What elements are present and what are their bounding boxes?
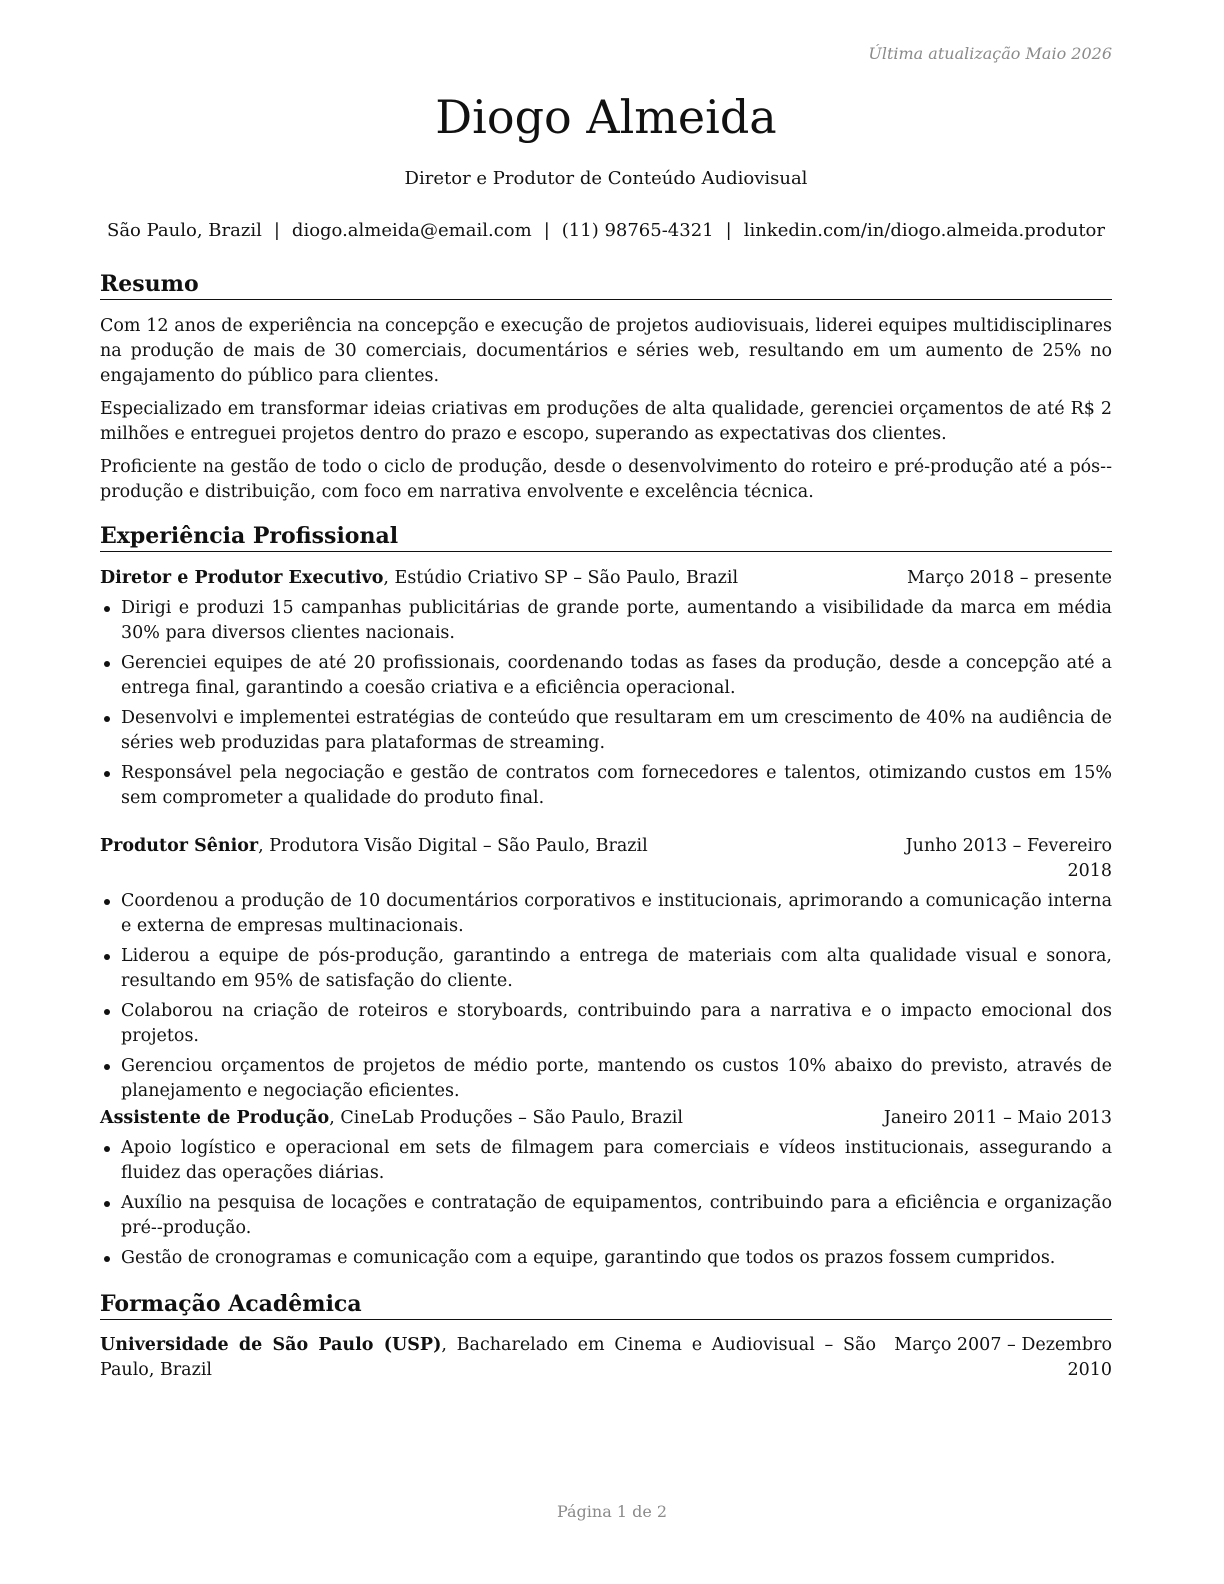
education-institution: Universidade de São Paulo (USP) (100, 1335, 442, 1355)
section-title-experience: Experiência Profissional (100, 522, 1112, 552)
education-details: , Bacharelado em Cinema e Audiovisual – São Paulo, Brazil (100, 1335, 876, 1380)
job-bullets (100, 596, 1112, 811)
summary-paragraph: Com 12 anos de experiência na concepção e execução de projetos audiovisuais, liderei equipes multidisciplinares na produção de mais de 30 comerciais, documentários e séries web, resultando em um aumento de 25% no engajamento do público para clientes. (100, 316, 1112, 386)
job-bullet: Gerenciou orçamentos de projetos de médio porte, mantendo os custos 10% abaixo do previsto, através de planejamento e negociação eficientes. (100, 1054, 1112, 1104)
resume-page (100, 0, 1112, 1584)
contact-separator: | (725, 220, 732, 241)
job-bullet: Gestão de cronogramas e comunicação com a equipe, garantindo que todos os prazos fossem cumpridos. (100, 1246, 1112, 1271)
candidate-name: Diogo Almeida (435, 90, 777, 144)
job-bullet: Dirigi e produzi 15 campanhas publicitárias de grande porte, aumentando a visibilidade da marca em média 30% para diversos clientes nacionais. (100, 596, 1112, 646)
contact-line (80, 219, 1132, 243)
job-bullet: Responsável pela negociação e gestão de contratos com fornecedores e talentos, otimizando custos em 15% sem comprometer a qualidade do produto final. (100, 761, 1112, 811)
job-bullets (100, 1136, 1112, 1271)
job-dates: Março 2018 – presente (907, 568, 1112, 588)
job-header (100, 566, 1112, 591)
contact-email[interactable]: diogo.almeida@email.com (291, 220, 532, 241)
job-header (100, 834, 1112, 884)
job-dates: Junho 2013 – Fevereiro 2018 (905, 836, 1112, 881)
job-bullet: Liderou a equipe de pós-produção, garantindo a entrega de materiais com alta qualidade visual e sonora, resultando em 95% de satisfação do cliente. (100, 944, 1112, 994)
education-header (100, 1333, 1112, 1383)
contact-separator: | (543, 220, 550, 241)
contact-location: São Paulo, Brazil (106, 220, 262, 241)
job-bullets (100, 889, 1112, 1104)
job-header (100, 1106, 1112, 1131)
job-bullet: Desenvolvi e implementei estratégias de conteúdo que resultaram em um crescimento de 40% na audiência de séries web produzidas para plataformas de streaming. (100, 706, 1112, 756)
job-position: Assistente de Produção (100, 1108, 330, 1128)
job-entry (100, 566, 1112, 816)
last-updated: Última atualização Maio 2026 (868, 44, 1112, 63)
job-entry (100, 834, 1112, 1109)
job-position: Diretor e Produtor Executivo (100, 568, 384, 588)
candidate-role: Diretor e Produtor de Conteúdo Audiovisual (404, 168, 808, 189)
job-bullet: Apoio logístico e operacional em sets de filmagem para comerciais e vídeos institucionais, assegurando a fluidez das operações diárias. (100, 1136, 1112, 1186)
summary-section (100, 314, 1112, 513)
section-title-summary: Resumo (100, 270, 1112, 300)
job-bullet: Gerenciei equipes de até 20 profissionais, coordenando todas as fases da produção, desde a concepção até a entrega final, garantindo a coesão criativa e a eficiência operacional. (100, 651, 1112, 701)
summary-paragraph: Especializado em transformar ideias criativas em produções de alta qualidade, gerenciei orçamentos de até R$ 2 milhões e entreguei projetos dentro do prazo e escopo, superando as expectativas dos clientes. (100, 399, 1112, 444)
job-company: , Produtora Visão Digital – São Paulo, Brazil (258, 836, 648, 856)
job-dates: Janeiro 2011 – Maio 2013 (883, 1108, 1112, 1128)
contact-phone: (11) 98765-4321 (561, 220, 714, 241)
job-bullet: Coordenou a produção de 10 documentários corporativos e institucionais, aprimorando a comunicação interna e externa de empresas multinacionais. (100, 889, 1112, 939)
section-title-education: Formação Acadêmica (100, 1290, 1112, 1320)
job-bullet: Auxílio na pesquisa de locações e contratação de equipamentos, contribuindo para a eficiência e organização pré--produção. (100, 1191, 1112, 1241)
job-position: Produtor Sênior (100, 836, 259, 856)
education-dates: Março 2007 – Dezembro 2010 (894, 1335, 1112, 1380)
job-entry (100, 1106, 1112, 1276)
job-bullet: Colaborou na criação de roteiros e storyboards, contribuindo para a narrativa e o impacto emocional dos projetos. (100, 999, 1112, 1049)
contact-separator: | (273, 220, 280, 241)
education-entry (100, 1333, 1112, 1383)
summary-paragraph: Proficiente na gestão de todo o ciclo de produção, desde o desenvolvimento do roteiro e pré-produção até a pós--produção e distribuição, com foco em narrativa envolvente e excelência técnica. (100, 457, 1112, 502)
page-number: Página 1 de 2 (556, 1502, 668, 1521)
contact-linkedin[interactable]: linkedin.com/in/diogo.almeida.produtor (743, 220, 1105, 241)
job-company: , CineLab Produções – São Paulo, Brazil (329, 1108, 683, 1128)
job-company: , Estúdio Criativo SP – São Paulo, Brazil (383, 568, 739, 588)
